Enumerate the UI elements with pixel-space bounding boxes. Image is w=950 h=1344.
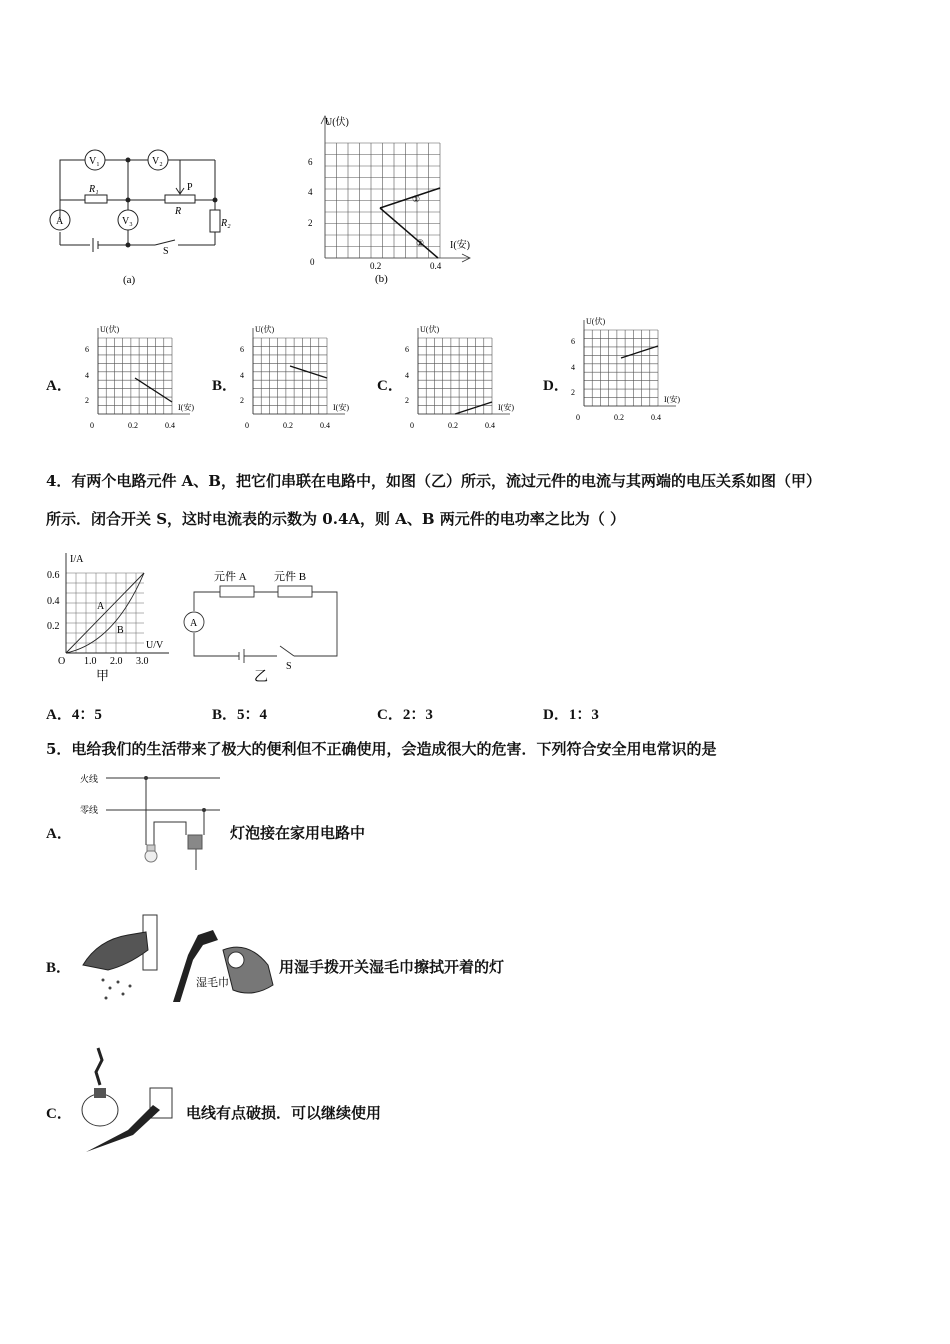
tick-y: 6 (85, 345, 89, 354)
circuit-diagram-a (45, 140, 235, 290)
tick-x: 0.2 (614, 413, 624, 422)
live-wire-label: 火线 (80, 774, 99, 784)
x-axis-label: I(安) (333, 403, 349, 412)
x-axis-label: I(安) (178, 403, 194, 412)
tick-y: 4 (571, 363, 575, 372)
tick-y: 0.4 (47, 596, 60, 607)
q5-option-a-text[interactable]: 灯泡接在家用电路中 (230, 824, 366, 842)
q3-graph-a (80, 318, 205, 436)
x-axis-label: U/V (146, 640, 164, 651)
line-1-label: ① (412, 194, 421, 204)
element-b-label: 元件 B (274, 571, 307, 583)
tick-x: 0.2 (370, 261, 382, 271)
q3-option-d-label[interactable]: D． (543, 378, 569, 394)
x-axis-label: I(安) (664, 395, 680, 404)
line-2-label: ② (416, 238, 425, 248)
y-axis-label: U(伏) (255, 325, 275, 334)
curve-b-label: B (117, 625, 124, 636)
q5-option-a-label[interactable]: A． (46, 826, 72, 842)
damaged-wire-illustration (78, 1040, 183, 1158)
r-label: R (175, 206, 182, 217)
caption-jia: 甲 (96, 668, 110, 683)
q5-option-b-label[interactable]: B． (46, 960, 72, 976)
q5-option-b-text[interactable]: 用湿手拨开关湿毛巾擦拭开着的灯 (279, 958, 505, 976)
origin: 0 (410, 421, 414, 430)
element-a-label: 元件 A (214, 571, 247, 583)
y-axis-label: U(伏) (420, 325, 440, 334)
tick-y: 6 (308, 157, 313, 167)
tick-x: 0.2 (448, 421, 458, 430)
y-axis-label: I/A (70, 554, 84, 565)
v3-label: V₃ (122, 216, 133, 227)
v2-label: V₂ (152, 156, 163, 167)
line-1 (380, 188, 440, 208)
q5-stem: 5．电给我们的生活带来了极大的便利但不正确使用，会造成很大的危害．下列符合安全用电常识的是 (46, 740, 717, 758)
tick-y: 0.6 (47, 570, 60, 581)
q4-option-c[interactable]: C．2：3 (377, 707, 433, 723)
x-axis-label: I(安) (450, 240, 470, 251)
q5-option-c-label[interactable]: C． (46, 1106, 72, 1122)
q3-graph-b (235, 318, 360, 436)
tick-y: 2 (85, 396, 89, 405)
wet-towel-label: 湿毛巾 (196, 977, 229, 989)
tick-y: 6 (405, 345, 409, 354)
household-circuit-illustration (78, 770, 223, 875)
q3-option-a-label[interactable]: A． (46, 378, 72, 394)
q3-graph-d (566, 310, 691, 428)
q3-graph-c (400, 318, 525, 436)
origin: O (58, 656, 66, 667)
tick-x: 3.0 (136, 656, 149, 667)
q5-option-c-text[interactable]: 电线有点破损．可以继续使用 (186, 1104, 382, 1122)
tick-y: 4 (405, 371, 409, 380)
caption-a: (a) (123, 274, 136, 286)
tick-x: 0.2 (283, 421, 293, 430)
x-axis-label: I(安) (498, 403, 514, 412)
switch-label: S (163, 246, 169, 257)
q4-stem-line2: 所示．闭合开关 S，这时电流表的示数为 0.4A，则 A、B 两元件的电功率之比为（ ） (46, 510, 625, 528)
tick-y: 2 (571, 388, 575, 397)
q3-option-c-label[interactable]: C． (377, 378, 403, 394)
origin: 0 (576, 413, 580, 422)
r2-label: R₂ (221, 218, 231, 229)
q4-circuit-yi (182, 566, 347, 686)
origin: 0 (90, 421, 94, 430)
q4-option-a[interactable]: A．4：5 (46, 707, 102, 723)
q3-option-b-label[interactable]: B． (212, 378, 238, 394)
tick-x: 2.0 (110, 656, 123, 667)
origin: 0 (245, 421, 249, 430)
q4-stem-line1: 4．有两个电路元件 A、B，把它们串联在电路中，如图（乙）所示，流过元件的电流与其两端的电压关系如图（甲） (46, 472, 821, 490)
tick-x: 0.4 (651, 413, 661, 422)
caption-b: (b) (375, 273, 388, 285)
q4-option-d[interactable]: D．1：3 (543, 707, 599, 723)
tick-y: 0.2 (47, 621, 60, 632)
tick-y: 2 (308, 218, 313, 228)
tick-y: 6 (240, 345, 244, 354)
q4-graph-jia (44, 548, 174, 688)
curve-a-label: A (97, 601, 105, 612)
line-2 (380, 208, 438, 258)
y-axis-label: U(伏) (586, 317, 606, 326)
tick-y: 4 (308, 187, 313, 197)
tick-x: 0.2 (128, 421, 138, 430)
tick-y: 4 (240, 371, 244, 380)
switch-label: S (286, 661, 292, 672)
y-axis-label: U(伏) (325, 117, 349, 128)
r1-label: R₁ (89, 184, 99, 195)
tick-x: 1.0 (84, 656, 97, 667)
ammeter-label: A (190, 618, 198, 629)
p-label: P (187, 182, 193, 193)
tick-x: 0.4 (485, 421, 495, 430)
origin: 0 (310, 257, 315, 267)
wet-hands-illustration (78, 910, 278, 1010)
y-axis-label: U(伏) (100, 325, 120, 334)
tick-x: 0.4 (165, 421, 175, 430)
tick-x: 0.4 (320, 421, 330, 430)
ammeter-label: A (56, 216, 64, 227)
q4-option-b[interactable]: B．5：4 (212, 707, 268, 723)
tick-y: 2 (405, 396, 409, 405)
caption-yi: 乙 (254, 670, 268, 685)
tick-y: 2 (240, 396, 244, 405)
v1-label: V₁ (89, 156, 100, 167)
tick-y: 4 (85, 371, 89, 380)
neutral-wire-label: 零线 (80, 805, 99, 815)
tick-x: 0.4 (430, 261, 442, 271)
tick-y: 6 (571, 337, 575, 346)
graph-b (300, 110, 490, 290)
